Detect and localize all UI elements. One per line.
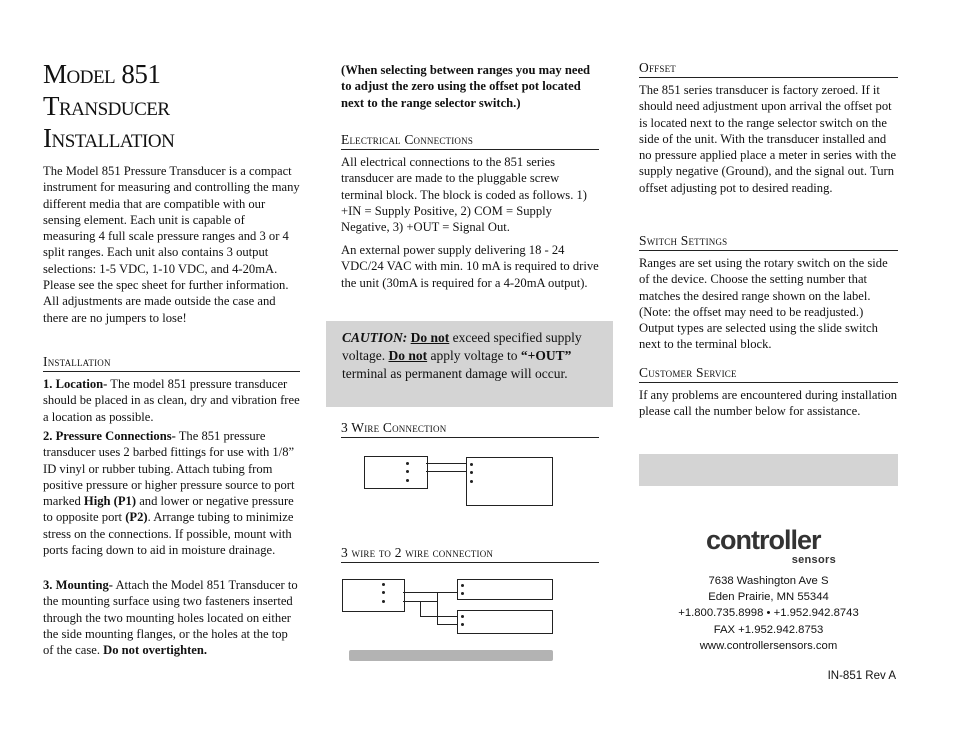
wire32-device-terminal xyxy=(461,615,464,618)
caution-text-1: exceed specified supply voltage. xyxy=(342,330,582,363)
wire32-upper-device-box xyxy=(457,579,553,600)
installation-mounting xyxy=(43,577,300,658)
installation-pressure xyxy=(43,428,300,558)
wire32-line xyxy=(437,592,438,624)
title-line-2: Transducer xyxy=(43,91,170,121)
fax-number: FAX +1.952.942.8753 xyxy=(713,624,824,636)
switch-paragraph: Ranges are set using the rotary switch on the side of the device. Choose the setting number that matches the desired range shown on the label. (Note: the offset may need to be readjusted.) Output types are selected using the slide switch next to the terminal block. xyxy=(639,256,888,352)
wire3-device-terminal xyxy=(470,463,473,466)
wire3-supply-terminal xyxy=(406,470,409,473)
caution-box xyxy=(326,321,613,407)
pressure-p2-port: (P2) xyxy=(125,510,148,525)
electrical-paragraph-1: All electrical connections to the 851 series transducer are made to the pluggable screw terminal block. The block is coded as follows. 1) +IN = Supply Positive, 2) COM = Supply Negative, 3) +OUT = Signal Out. xyxy=(341,155,587,235)
gray-bar-column-3 xyxy=(639,454,898,486)
service-heading: Customer Service xyxy=(639,365,898,383)
company-logo xyxy=(706,525,846,569)
wire3-line xyxy=(426,463,467,464)
wire32-device-terminal xyxy=(461,623,464,626)
pressure-text-a: The 851 pressure transducer uses 2 barbed fittings for use with 1/8” ID vinyl or rubber tubing. Attach tubing from positive pressure or higher pressure source to port marked xyxy=(43,429,295,509)
mounting-warning: Do not overtighten. xyxy=(103,643,208,658)
document-title xyxy=(43,58,300,154)
caution-do-not-2: Do not xyxy=(388,348,428,363)
caution-text-3: terminal as permanent damage will occur. xyxy=(342,366,568,381)
website-url[interactable]: www.controllersensors.com xyxy=(699,640,838,652)
wire32-lower-device-box xyxy=(457,610,553,634)
wire32-line xyxy=(403,592,458,593)
installation-location xyxy=(43,376,300,425)
wire32-supply-terminal xyxy=(382,583,385,586)
wire32-heading: 3 wire to 2 wire connection xyxy=(341,545,599,563)
wire32-device-terminal xyxy=(461,592,464,595)
address-line-2: Eden Prairie, MN 55344 xyxy=(708,591,829,603)
intro-paragraph: The Model 851 Pressure Transducer is a compact instrument for measuring and controlling the many different media that are compatible with our sensing element. Each unit is capable of measuring 4 full scale pressure ranges and 3 or 4 split ranges. Each unit also contains 3 output selections: 1-5 VDC, 1-10 VDC, and 4-20mA. Please see the spec sheet for further information. All adjustments are made outside the case and there are no jumpers to lose! xyxy=(43,164,300,325)
wire32-power-supply-box xyxy=(342,579,405,612)
caution-text xyxy=(342,329,602,383)
title-line-3: Installation xyxy=(43,123,175,153)
pressure-text-b: and lower or negative pressure to opposite port xyxy=(43,494,294,525)
wire32-line xyxy=(420,601,421,616)
wire3-device-terminal xyxy=(470,471,473,474)
caution-do-not-1: Do not xyxy=(410,330,450,345)
pressure-text-c: . Arrange tubing to minimize stress on the connections. If possible, mount with ports facing down to aid in moisture drainage. xyxy=(43,510,294,558)
title-line-1: Model 851 xyxy=(43,59,161,89)
logo-subtitle: sensors xyxy=(791,554,836,566)
wire32-supply-terminal xyxy=(382,600,385,603)
gray-bar-column-2 xyxy=(349,650,553,661)
wire3-supply-terminal xyxy=(406,462,409,465)
wire3-supply-terminal xyxy=(406,479,409,482)
wire32-line xyxy=(437,624,458,625)
wire3-device-terminal xyxy=(470,480,473,483)
caution-text-2: apply voltage to xyxy=(427,348,521,363)
location-text: The model 851 pressure transducer should be placed in as clean, dry and vibration free a location as possible. xyxy=(43,377,300,424)
phone-numbers: +1.800.735.8998 • +1.952.942.8743 xyxy=(678,607,859,619)
wire3-power-supply-box xyxy=(364,456,428,489)
mounting-title: 3. Mounting- xyxy=(43,578,113,592)
caution-label: CAUTION: xyxy=(342,330,408,345)
offset-paragraph: The 851 series transducer is factory zeroed. If it should need adjustment upon arrival the offset pot is located next to the range selector switch on the side of the unit. With the transducer installed and no pressure applied place a meter in series with the supply negative (Ground), and the signal out. Turn offset adjusting pot to desired reading. xyxy=(639,83,897,195)
mounting-text: Attach the Model 851 Transducer to the mounting surface using two fasteners inserted through the two mounting holes located on either the side mounting flanges, or the holes at the top of the case. xyxy=(43,578,298,658)
caution-out-terminal: “+OUT” xyxy=(520,348,572,363)
wire3-line xyxy=(426,471,467,472)
pressure-high-port: High (P1) xyxy=(83,494,137,509)
wire3-heading: 3 Wire Connection xyxy=(341,420,599,438)
zero-adjust-note: (When selecting between ranges you may need to adjust the zero using the offset pot located next to the range selector switch.) xyxy=(341,63,591,110)
document-revision: IN-851 Rev A xyxy=(827,670,896,682)
wire3-transducer-box xyxy=(466,457,553,506)
wire32-supply-terminal xyxy=(382,591,385,594)
location-title: 1. Location- xyxy=(43,377,108,391)
electrical-heading: Electrical Connections xyxy=(341,132,599,150)
logo-wordmark: controller xyxy=(706,525,821,555)
switch-heading: Switch Settings xyxy=(639,233,898,251)
wire32-device-terminal xyxy=(461,584,464,587)
wire32-line xyxy=(420,616,458,617)
electrical-paragraph-2: An external power supply delivering 18 - 24 VDC/24 VAC with min. 10 mA is required to drive the unit (30mA is required for a 4-20mA output). xyxy=(341,243,599,290)
offset-heading: Offset xyxy=(639,60,898,78)
address-line-1: 7638 Washington Ave S xyxy=(708,575,829,587)
installation-heading: Installation xyxy=(43,354,300,372)
service-paragraph: If any problems are encountered during installation please call the number below for assistance. xyxy=(639,388,898,419)
pressure-title: 2. Pressure Connections- xyxy=(43,429,176,443)
